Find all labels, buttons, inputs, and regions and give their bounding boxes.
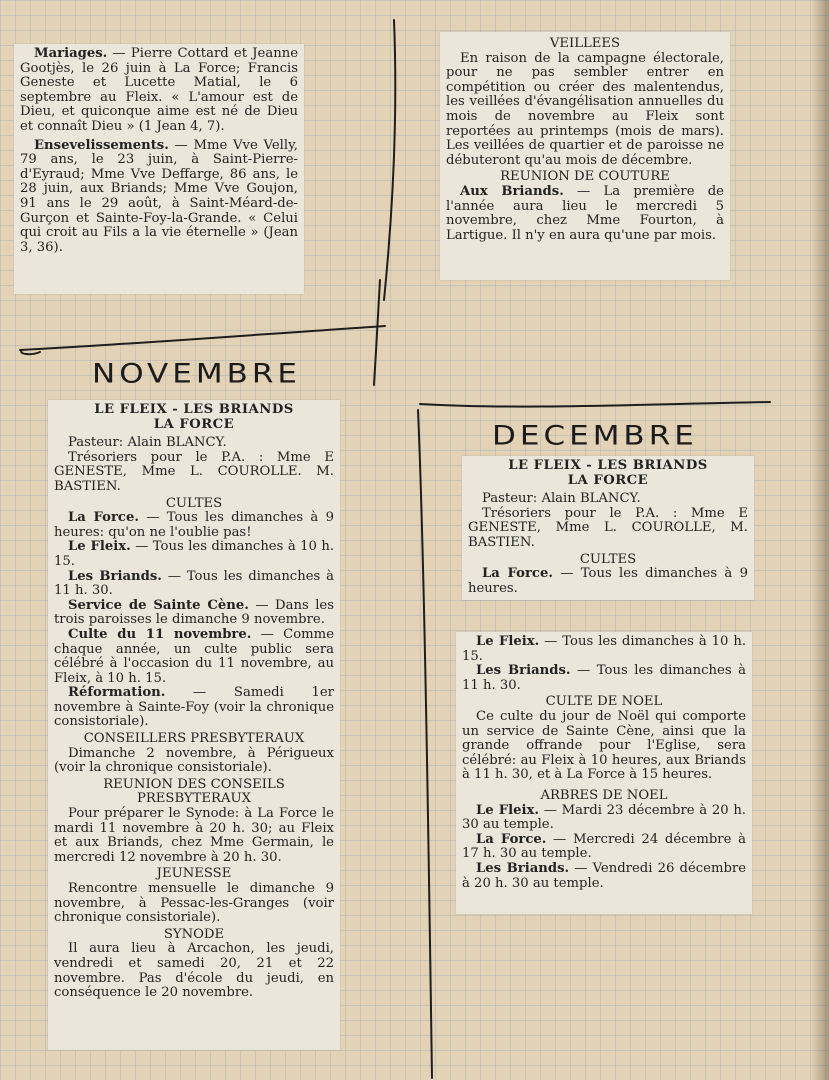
ink-divider-novembre xyxy=(20,326,385,350)
decembre-header-line1: LE FLEIX - LES BRIANDS xyxy=(508,458,708,473)
handwritten-decembre: DECEMBRE xyxy=(492,420,698,452)
decembre-laforce-label: La Force. xyxy=(482,566,553,582)
novembre-header-line1: LE FLEIX - LES BRIANDS xyxy=(94,402,294,417)
ink-vertical-top xyxy=(384,20,395,300)
couture-title: REUNION DE COUTURE xyxy=(500,169,670,185)
novembre-pasteur: Pasteur: Alain BLANCY. xyxy=(68,435,227,451)
novembre-jeunesse-text: Rencontre mensuelle le dimanche 9 novembre, à Pessac-les-Granges (voir chronique consistoriale). xyxy=(54,881,334,926)
novembre-synode-text: Il aura lieu à Arcachon, les jeudi, vendredi et samedi 20, 21 et 22 novembre. Pas d'école du jeudi, en conséquence le 20 novembre. xyxy=(54,941,334,1001)
couture-text: — La première de l'année aura lieu le mercredi 5 novembre, chez Mme Fourton, à Lartigue. Il n'y en aura qu'une par mois. xyxy=(446,183,724,243)
novembre-cene-text: — Dans les trois paroisses le dimanche 9 novembre. xyxy=(54,597,334,628)
decembre-laforce-text: — Tous les dimanches à 9 heures. xyxy=(468,566,748,596)
novembre-briands-text: — Tous les dimanches à 11 h. 30. xyxy=(54,568,334,599)
mariages-text: — Pierre Cottard et Jeanne Gootjès, le 26 juin à La Force; Francis Geneste et Lucette Matial, le 6 septembre au Fleix. « L'amour est de Dieu, et quiconque aime est né de Dieu et connaît Dieu » (1 Jean 4, 7). xyxy=(20,46,298,134)
decembre-fleix-label: Le Fleix. xyxy=(476,634,540,649)
decembre-cultes-title: CULTES xyxy=(579,551,637,567)
veillees-text: En raison de la campagne électorale, pour ne pas sembler entrer en compétition ou créer des malentendus, les veillées d'évangélisation annuelles du mois de novembre au Fleix sont reportées au printemps (mois de mars). Les veillées de quartier et de paroisse ne débuteront qu'au mois de décembre. xyxy=(446,50,724,168)
decembre-noel-title: CULTE DE NOEL xyxy=(545,694,663,710)
novembre-header-line2: LA FORCE xyxy=(153,416,235,432)
novembre-cultes-title: CULTES xyxy=(165,495,223,511)
novembre-conseillers-text: Dimanche 2 novembre, à Périgueux (voir la chronique consistoriale). xyxy=(54,745,334,776)
novembre-synode-title: SYNODE xyxy=(163,926,225,942)
decembre-arbres-force-label: La Force. xyxy=(476,831,547,847)
novembre-reunion-text: Pour préparer le Synode: à La Force le mardi 11 novembre à 20 h. 30; au Fleix et aux Briands, chez Mme Germain, le mercredi 12 novembre à 20 h. 30. xyxy=(54,806,334,865)
novembre-laforce-label: La Force. xyxy=(68,510,139,526)
novembre-culte11-label: Culte du 11 novembre. xyxy=(68,626,252,642)
decembre-arbres-force-text: — Mercredi 24 décembre à 17 h. 30 au temple. xyxy=(462,831,746,862)
ensevelissements-text: — Mme Vve Velly, 79 ans, le 23 juin, à Saint-Pierre-d'Eyraud; Mme Vve Deffarge, 86 ans, le 28 juin, aux Briands; Mme Vve Goujon, 91 ans le 29 août, à Saint-Méard-de-Gurçon et Sainte-Foy-la-Grande. « Celui qui croit au Fils a la vie éternelle » (Jean 3, 36). xyxy=(20,137,298,255)
handwritten-novembre: NOVEMBRE xyxy=(92,358,301,390)
novembre-jeunesse-title: JEUNESSE xyxy=(156,866,232,882)
couture-label: Aux Briands. xyxy=(460,183,564,199)
decembre-tresoriers: Trésoriers pour le P.A. : Mme E GENESTE, Mme L. COUROLLE, M. BASTIEN. xyxy=(468,505,748,550)
novembre-briands-label: Les Briands. xyxy=(68,568,162,584)
decembre-arbres-fleix-label: Le Fleix. xyxy=(476,802,539,818)
novembre-culte11-text: — Comme chaque année, un culte public sera célébré à l'occasion du 11 novembre, au Fleix, à 10 h. 15. xyxy=(54,626,334,686)
novembre-fleix-text: — Tous les dimanches à 10 h. 15. xyxy=(54,539,335,569)
mariages-label: Mariages. xyxy=(34,46,108,61)
novembre-reformation-text: — Samedi 1er novembre à Sainte-Foy (voir la chronique consistoriale). xyxy=(54,685,334,730)
decembre-fleix-text: — Tous les dimanches à 10 h. 15. xyxy=(462,634,747,664)
ink-vertical-center xyxy=(374,280,380,385)
decembre-header-line2: LA FORCE xyxy=(567,472,649,488)
novembre-reformation-label: Réformation. xyxy=(68,685,166,701)
decembre-arbres-briands-text: — Vendredi 26 décembre à 20 h. 30 au temple. xyxy=(462,860,747,891)
decembre-arbres-fleix-text: — Mardi 23 décembre à 20 h. 30 au temple. xyxy=(462,802,747,833)
novembre-laforce-text: — Tous les dimanches à 9 heures: qu'on ne l'oublie pas! xyxy=(54,510,334,540)
ink-divider-decembre xyxy=(420,402,770,407)
decembre-briands-text: — Tous les dimanches à 11 h. 30. xyxy=(462,663,747,693)
novembre-reunion-title2: PRESBYTERAUX xyxy=(136,791,251,807)
novembre-conseillers-title: CONSEILLERS PRESBYTERAUX xyxy=(83,731,305,747)
decembre-briands-label: Les Briands. xyxy=(476,663,571,679)
novembre-tresoriers: Trésoriers pour le P.A. : Mme E GENESTE, Mme L. COUROLLE. M. BASTIEN. xyxy=(54,449,334,494)
ensevelissements-label: Ensevelissements. xyxy=(34,137,169,153)
novembre-cene-label: Service de Sainte Cène. xyxy=(68,597,249,613)
decembre-noel-text: Ce culte du jour de Noël qui comporte un service de Sainte Cène, ainsi que la grande offrande pour l'Eglise, sera célébré: au Fleix à 10 heures, aux Briands à 11 h. 30, et à La Force à 15 heures. xyxy=(462,708,746,783)
novembre-fleix-label: Le Fleix. xyxy=(68,539,131,555)
ink-vertical-decembre xyxy=(418,410,432,1078)
veillees-title: VEILLEES xyxy=(549,36,621,51)
decembre-arbres-briands-label: Les Briands. xyxy=(476,860,570,876)
decembre-pasteur: Pasteur: Alain BLANCY. xyxy=(482,491,641,507)
decembre-arbres-title: ARBRES DE NOEL xyxy=(540,787,668,803)
novembre-reunion-title1: REUNION DES CONSEILS xyxy=(103,776,285,792)
